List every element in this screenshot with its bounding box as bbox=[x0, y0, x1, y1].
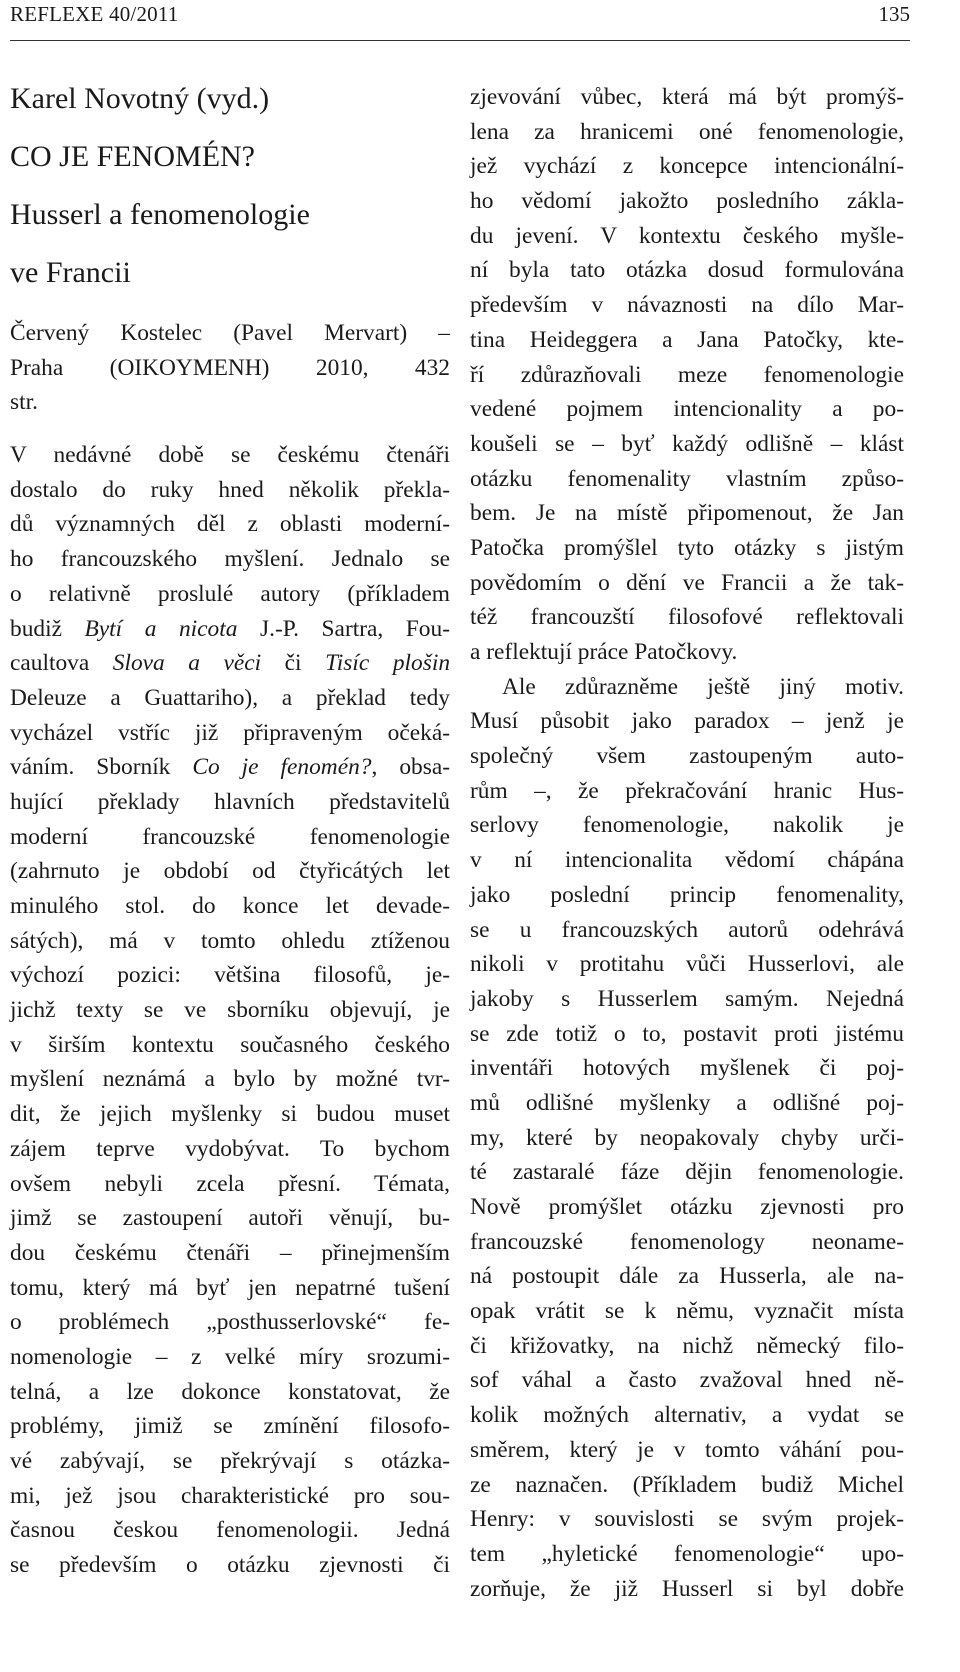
text-line: dou českému čtenáři – přinejmenším bbox=[10, 1239, 450, 1266]
text-line: ovšem nebyli zcela přesní. Témata, bbox=[10, 1170, 450, 1197]
text-line: jimž se zastoupení autoři věnují, bu- bbox=[10, 1205, 450, 1232]
text-line: vycházel vstříc již připraveným očeká- bbox=[10, 719, 450, 746]
italic-title: Tisíc plošin bbox=[325, 650, 451, 677]
italic-title: Bytí a nicota bbox=[84, 615, 238, 642]
text-line: du jevení. V kontextu českého myšle- bbox=[470, 222, 904, 249]
text-line: minulého stol. do konce let devade- bbox=[10, 893, 450, 919]
text-line: problémy, jimiž se zmínění filosofo- bbox=[10, 1413, 450, 1440]
text-line: Musí působit jako paradox – jenž je bbox=[470, 708, 904, 735]
text-line: ří zdůrazňovali meze fenomenologie bbox=[470, 361, 904, 388]
text-line: v ní intencionalita vědomí chápána bbox=[470, 847, 904, 874]
review-body-left bbox=[10, 438, 450, 1583]
text-line: myšlení neznámá a bylo by možné tvr- bbox=[10, 1066, 450, 1093]
text-line: koušeli se – byť každý odlišně – klást bbox=[470, 430, 904, 457]
italic-title: Slova a věci bbox=[112, 650, 262, 677]
text-line: opak vrátit se k němu, vyznačit místa bbox=[470, 1298, 904, 1325]
text-line: v širším kontextu současného českého bbox=[10, 1031, 450, 1058]
text-line: (zahrnuto je období od čtyřicátých let bbox=[10, 858, 450, 885]
text-line: Nově promýšlet otázku zjevnosti pro bbox=[470, 1194, 904, 1220]
book-subtitle-line-2: ve Francii bbox=[10, 256, 131, 289]
text-line: ní byla tato otázka dosud formulována bbox=[470, 257, 904, 284]
text-line: o relativně proslulé autory (příkladem bbox=[10, 580, 450, 607]
text-line: zájem teprve vydobývat. To bychom bbox=[10, 1135, 450, 1162]
publication-line: Červený Kostelec (Pavel Mervart) – bbox=[10, 320, 450, 346]
page-number: 135 bbox=[878, 2, 910, 26]
text-line: V nedávné době se českému čtenáři bbox=[10, 442, 450, 469]
text-line: moderní francouzské fenomenologie bbox=[10, 823, 450, 850]
text-line: ho francouzského myšlení. Jednalo se bbox=[10, 546, 450, 573]
text-line: nomenologie – z velké míry srozumi- bbox=[10, 1343, 450, 1370]
publication-line: str. bbox=[10, 389, 38, 416]
text-line: výchozí pozici: většina filosofů, je- bbox=[10, 962, 450, 989]
text-line: ho vědomí jakožto posledního zákla- bbox=[470, 188, 904, 215]
text-line: ná postoupit dále za Husserla, ale na- bbox=[470, 1263, 904, 1290]
text-line: a reflektují práce Patočkovy. bbox=[470, 639, 738, 665]
text-line: Henry: v souvislosti se svým projek- bbox=[470, 1506, 904, 1533]
text-line: Deleuze a Guattariho), a překlad tedy bbox=[10, 684, 450, 711]
text-line: též francouzští filosofové reflektovali bbox=[470, 604, 904, 631]
text-line: kolik možných alternativ, a vydat se bbox=[470, 1402, 904, 1429]
text-line: jež vychází z koncepce intencionální- bbox=[470, 153, 904, 180]
text-line: inventáři hotových myšlenek či poj- bbox=[470, 1055, 904, 1082]
text-line: caultova Slova a věci či Tisíc plošin bbox=[10, 650, 451, 677]
text-line: francouzské fenomenology neoname- bbox=[470, 1228, 904, 1255]
text-line: ze naznačen. (Příkladem budiž Michel bbox=[470, 1471, 904, 1498]
text-line: se zde totiž o to, postavit proti jistému bbox=[470, 1020, 904, 1047]
text-line: tina Heideggera a Jana Patočky, kte- bbox=[470, 326, 904, 353]
text-line: my, které by neopakovaly chyby urči- bbox=[470, 1124, 904, 1151]
text-line: lena za hranicemi oné fenomenologie, bbox=[470, 118, 904, 145]
text-line: dostalo do ruky hned několik překla- bbox=[10, 476, 450, 503]
text-line: sátých), má v tomto ohledu ztíženou bbox=[10, 927, 450, 954]
text-line: sof váhal a často zvažoval hned ně- bbox=[470, 1367, 904, 1394]
right-column bbox=[470, 80, 904, 1606]
text-line: váním. Sborník Co je fenomén?, obsa- bbox=[10, 754, 450, 781]
text-line: jako poslední princip fenomenality, bbox=[470, 881, 904, 908]
text-line: zjevování vůbec, která má být promýš- bbox=[470, 84, 904, 110]
text-line: vedené pojmem intencionality a po- bbox=[470, 396, 904, 423]
text-line: tem „hyletické fenomenologie“ upo- bbox=[470, 1540, 904, 1567]
text-line: dů významných děl z oblasti moderní- bbox=[10, 511, 450, 538]
text-line: dit, že jejich myšlenky si budou muset bbox=[10, 1101, 450, 1128]
editor-line: Karel Novotný (vyd.) bbox=[10, 82, 270, 115]
text-line: směrem, který je v tomto váhání pou- bbox=[470, 1436, 904, 1463]
text-line: mů odlišné myšlenky a odlišné poj- bbox=[470, 1089, 904, 1116]
publication-info bbox=[10, 316, 450, 420]
text-line: mi, jež jsou charakteristické pro sou- bbox=[10, 1482, 450, 1509]
text-line: jichž texty se ve sborníku objevují, je bbox=[10, 997, 450, 1024]
text-line: povědomím o dění ve Francii a že tak- bbox=[470, 569, 904, 596]
text-line: především v návaznosti na dílo Mar- bbox=[470, 292, 904, 319]
left-column bbox=[10, 80, 450, 1583]
text-line: rům –, že překračování hranic Hus- bbox=[470, 777, 904, 804]
text-line: či křižovatky, na nichž německý filo- bbox=[470, 1332, 904, 1359]
text-line: budiž Bytí a nicota J.-P. Sartra, Fou- bbox=[10, 615, 450, 642]
review-heading bbox=[10, 80, 450, 292]
text-line: hující překlady hlavních představitelů bbox=[10, 788, 450, 815]
italic-title: Co je fenomén? bbox=[192, 754, 372, 781]
publication-line: Praha (OIKOYMENH) 2010, 432 bbox=[10, 354, 450, 381]
text-line: vé zabývají, se překrývají s otázka- bbox=[10, 1448, 450, 1474]
text-line: se u francouzských autorů odehrává bbox=[470, 916, 904, 943]
text-line: otázku fenomenality vlastním způso- bbox=[470, 465, 904, 492]
book-subtitle-line-1: Husserl a fenomenologie bbox=[10, 198, 310, 231]
text-line: zorňuje, že již Husserl si byl dobře bbox=[470, 1575, 904, 1602]
text-line: telná, a lze dokonce konstatovat, že bbox=[10, 1378, 450, 1405]
journal-issue: REFLEXE 40/2011 bbox=[10, 2, 179, 26]
text-line: společný všem zastoupeným auto- bbox=[470, 743, 904, 770]
paragraph-first-line: Ale zdůrazněme ještě jiný motiv. bbox=[502, 673, 904, 700]
text-line: o problémech „posthusserlovské“ fe- bbox=[10, 1309, 450, 1336]
text-line: časnou českou fenomenologii. Jedná bbox=[10, 1517, 450, 1544]
book-title: CO JE FENOMÉN? bbox=[10, 140, 255, 173]
text-line: serlovy fenomenologie, nakolik je bbox=[470, 812, 904, 839]
text-line: tomu, který má byť jen nepatrné tušení bbox=[10, 1274, 450, 1301]
text-line: té zastaralé fáze dějin fenomenologie. bbox=[470, 1159, 904, 1186]
running-header bbox=[10, 0, 910, 41]
review-body-right bbox=[470, 80, 904, 1606]
text-line: se především o otázku zjevnosti či bbox=[10, 1552, 450, 1579]
text-line: bem. Je na místě připomenout, že Jan bbox=[470, 500, 904, 527]
text-line: jakoby s Husserlem samým. Nejedná bbox=[470, 985, 904, 1012]
text-line: nikoli v protitahu vůči Husserlovi, ale bbox=[470, 951, 904, 978]
text-line: Patočka promýšlel tyto otázky s jistým bbox=[470, 534, 904, 561]
